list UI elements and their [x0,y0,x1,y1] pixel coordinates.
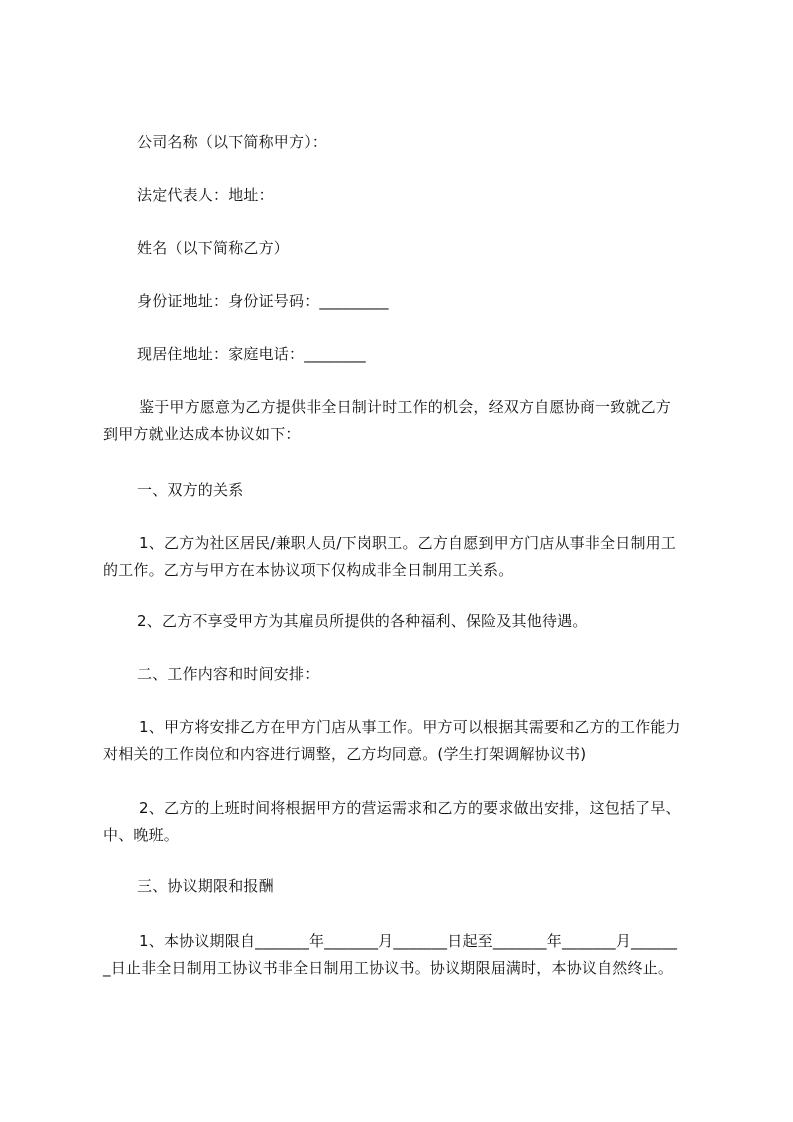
section-2-item-2-line-1: 2、乙方的上班时间将根据甲方的营运需求和乙方的要求做出安排，这包括了早、 [139,799,681,817]
section-2-heading: 二、工作内容和时间安排： [137,665,320,683]
section-1-item-2: 2、乙方不享受甲方为其雇员所提供的各种福利、保险及其他待遇。 [137,612,588,630]
section-2-item-2-line-2: 中、晚班。 [103,826,180,844]
section-2-item-1-line-1: 1、甲方将安排乙方在甲方门店从事工作。甲方可以根据其需要和乙方的工作能力 [139,718,681,736]
id-address-number-field: 身份证地址：身份证号码：_________ [137,292,389,310]
intro-paragraph-line-1: 鉴于甲方愿意为乙方提供非全日制计时工作的机会，经双方自愿协商一致就乙方 [139,398,672,416]
section-1-item-1-line-2: 的工作。乙方与甲方在本协议项下仅构成非全日制用工关系。 [103,561,514,579]
section-3-heading: 三、协议期限和报酬 [137,877,274,895]
intro-paragraph-line-2: 到甲方就业达成本协议如下： [103,425,301,443]
current-address-phone-field: 现居住地址：家庭电话：________ [137,345,366,363]
legal-rep-address-field: 法定代表人：地址： [137,186,274,204]
section-1-heading: 一、双方的关系 [137,481,244,499]
party-b-name-field: 姓名（以下简称乙方） [137,239,290,257]
section-1-item-1-line-1: 1、乙方为社区居民/兼职人员/下岗职工。乙方自愿到甲方门店从事非全日制用工 [139,534,677,552]
company-name-field: 公司名称（以下简称甲方）： [137,133,328,151]
section-3-item-1-line-1: 1、本协议期限自_______年_______月_______日起至_______年_______月______ [139,932,678,950]
section-3-item-1-line-2: _日止非全日制用工协议书非全日制用工协议书。协议期限届满时，本协议自然终止。 [103,959,674,977]
section-2-item-1-line-2: 对相关的工作岗位和内容进行调整，乙方均同意。(学生打架调解协议书) [103,745,587,763]
